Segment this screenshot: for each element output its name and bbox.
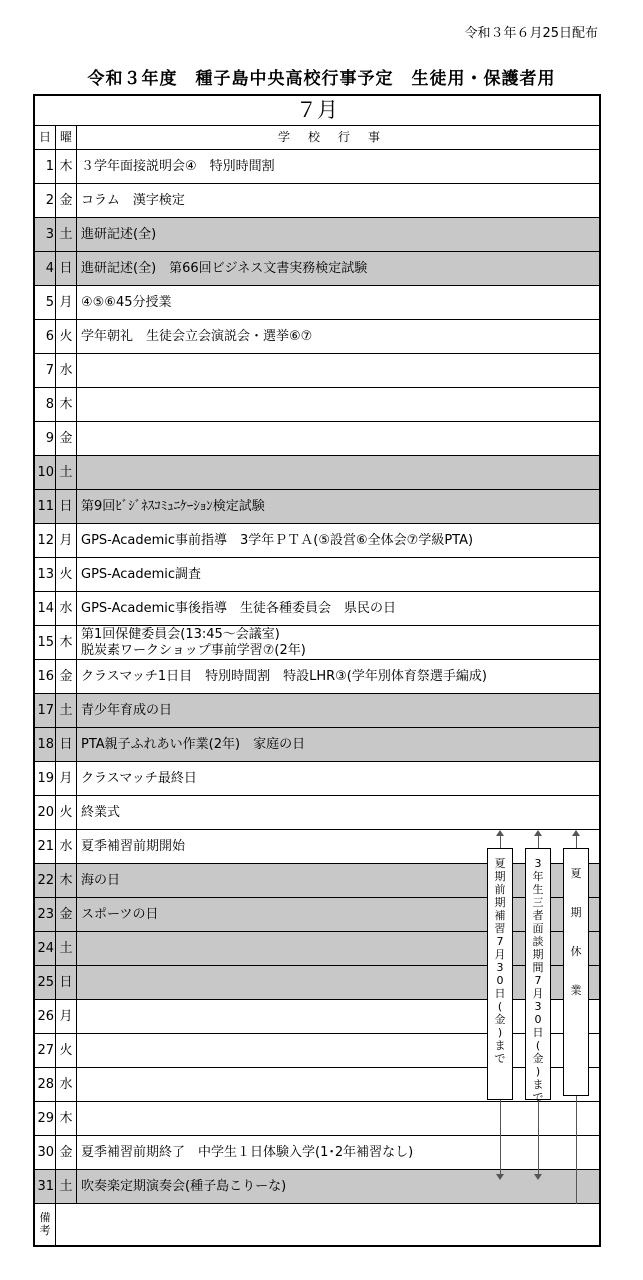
table-row xyxy=(35,422,599,456)
table-row xyxy=(35,864,599,898)
event-cell: 進研記述(全) xyxy=(76,218,599,251)
day-cell: 1 xyxy=(45,159,54,174)
weekday-cell: 土 xyxy=(55,694,76,727)
schedule-table xyxy=(33,94,601,1247)
event-cell: 第1回保健委員会(13:45～会議室) 脱炭素ワークショップ事前学習⑦(2年) xyxy=(76,626,599,659)
day-cell: 27 xyxy=(37,1043,54,1058)
weekday-cell: 日 xyxy=(55,728,76,761)
table-row xyxy=(35,796,599,830)
notes-row xyxy=(35,1204,599,1245)
arrow-up-icon xyxy=(534,830,542,836)
weekday-cell: 月 xyxy=(55,762,76,795)
day-cell: 29 xyxy=(37,1111,54,1126)
weekday-cell: 月 xyxy=(55,1000,76,1033)
table-row xyxy=(35,1136,599,1170)
weekday-cell: 水 xyxy=(55,592,76,625)
event-cell: 進研記述(全) 第66回ビジネス文書実務検定試験 xyxy=(76,252,599,285)
arrow-up-icon xyxy=(572,830,580,836)
table-row xyxy=(35,762,599,796)
table-row xyxy=(35,456,599,490)
weekday-cell: 金 xyxy=(55,660,76,693)
document-title: 令和３年度 種子島中央高校行事予定 生徒用・保護者用 xyxy=(87,69,556,89)
weekday-cell: 金 xyxy=(55,422,76,455)
day-cell: 18 xyxy=(37,737,54,752)
weekday-cell: 木 xyxy=(55,1102,76,1135)
day-cell: 8 xyxy=(45,397,54,412)
table-row xyxy=(35,354,599,388)
table-row xyxy=(35,966,599,1000)
weekday-cell: 土 xyxy=(55,932,76,965)
event-cell: 吹奏楽定期演奏会(種子島こりーな) xyxy=(76,1170,599,1203)
period-bar: 夏 期 休 業 xyxy=(563,848,589,1096)
day-cell: 16 xyxy=(37,669,54,684)
event-cell xyxy=(76,354,599,387)
event-cell: 海の日 xyxy=(76,864,599,897)
weekday-cell: 水 xyxy=(55,830,76,863)
day-cell: 20 xyxy=(37,805,54,820)
day-cell: 12 xyxy=(37,533,54,548)
event-cell: GPS-Academic事前指導 3学年ＰＴＡ(⑤設営⑥全体会⑦学級PTA) xyxy=(76,524,599,557)
event-cell: クラスマッチ1日目 特別時間割 特設LHR③(学年別体育祭選手編成) xyxy=(76,660,599,693)
event-cell: GPS-Academic調査 xyxy=(76,558,599,591)
table-row xyxy=(35,150,599,184)
notes-cell xyxy=(55,1204,76,1245)
period-bar: 3 年 生 三 者 面 談 期 間 7 月 3 0 日 ( 金 ) ま で xyxy=(525,848,551,1100)
weekday-cell: 木 xyxy=(55,864,76,897)
event-cell xyxy=(76,388,599,421)
arrow-down-icon xyxy=(496,1174,504,1180)
table-row xyxy=(35,626,599,660)
weekday-cell: 火 xyxy=(55,796,76,829)
event-cell: コラム 漢字検定 xyxy=(76,184,599,217)
day-cell: 5 xyxy=(45,295,54,310)
day-cell: 14 xyxy=(37,601,54,616)
table-row xyxy=(35,1034,599,1068)
weekday-cell: 水 xyxy=(55,354,76,387)
day-cell: 2 xyxy=(45,193,54,208)
day-cell: 4 xyxy=(45,261,54,276)
event-cell: 学年朝礼 生徒会立会演説会・選挙⑥⑦ xyxy=(76,320,599,353)
table-header xyxy=(35,125,599,150)
header-events: 学校行事 xyxy=(76,125,599,149)
event-cell xyxy=(76,966,599,999)
day-cell: 31 xyxy=(37,1179,54,1194)
day-cell: 17 xyxy=(37,703,54,718)
weekday-cell: 日 xyxy=(55,966,76,999)
arrow-down-icon xyxy=(534,1174,542,1180)
weekday-cell: 金 xyxy=(55,1136,76,1169)
table-row xyxy=(35,490,599,524)
day-cell: 19 xyxy=(37,771,54,786)
table-row xyxy=(35,286,599,320)
month-heading: ７月 xyxy=(35,96,599,126)
event-cell: 終業式 xyxy=(76,796,599,829)
event-cell: ３学年面接説明会④ 特別時間割 xyxy=(76,150,599,183)
event-cell xyxy=(76,456,599,489)
table-row xyxy=(35,1000,599,1034)
table-row xyxy=(35,830,599,864)
table-row xyxy=(35,898,599,932)
table-row xyxy=(35,184,599,218)
day-cell: 10 xyxy=(37,465,54,480)
table-row xyxy=(35,388,599,422)
event-cell: クラスマッチ最終日 xyxy=(76,762,599,795)
event-cell xyxy=(76,932,599,965)
weekday-cell: 土 xyxy=(55,456,76,489)
day-cell: 7 xyxy=(45,363,54,378)
weekday-cell: 火 xyxy=(55,1034,76,1067)
day-cell: 26 xyxy=(37,1009,54,1024)
weekday-cell: 日 xyxy=(55,252,76,285)
event-cell: 第9回ﾋﾞｼﾞﾈｽｺﾐｭﾆｹｰｼｮﾝ検定試験 xyxy=(76,490,599,523)
table-row xyxy=(35,1170,599,1204)
weekday-cell: 土 xyxy=(55,218,76,251)
day-cell: 28 xyxy=(37,1077,54,1092)
event-cell: 青少年育成の日 xyxy=(76,694,599,727)
weekday-cell: 土 xyxy=(55,1170,76,1203)
day-cell: 3 xyxy=(45,227,54,242)
event-cell: PTA親子ふれあい作業(2年) 家庭の日 xyxy=(76,728,599,761)
day-cell: 9 xyxy=(45,431,54,446)
day-cell: 23 xyxy=(37,907,54,922)
distribution-date: 令和３年６月25日配布 xyxy=(464,26,598,41)
day-cell: 21 xyxy=(37,839,54,854)
weekday-cell: 木 xyxy=(55,150,76,183)
event-cell: スポーツの日 xyxy=(76,898,599,931)
period-bar: 夏 期 前 期 補 習 7 月 3 0 日 ( 金 ) ま で xyxy=(487,848,513,1100)
day-cell: 15 xyxy=(37,635,54,650)
day-cell: 24 xyxy=(37,941,54,956)
table-row xyxy=(35,1102,599,1136)
day-cell: 30 xyxy=(37,1145,54,1160)
table-row xyxy=(35,592,599,626)
arrow-up-icon xyxy=(496,830,504,836)
table-row xyxy=(35,252,599,286)
header-day: 日 xyxy=(38,130,51,144)
day-cell: 25 xyxy=(37,975,54,990)
weekday-cell: 日 xyxy=(55,490,76,523)
table-row xyxy=(35,320,599,354)
table-row xyxy=(35,558,599,592)
table-row xyxy=(35,728,599,762)
weekday-cell: 火 xyxy=(55,558,76,591)
event-cell xyxy=(76,422,599,455)
event-cell: ④⑤⑥45分授業 xyxy=(76,286,599,319)
weekday-cell: 火 xyxy=(55,320,76,353)
weekday-cell: 月 xyxy=(55,286,76,319)
event-cell: 夏季補習前期終了 中学生１日体験入学(1･2年補習なし) xyxy=(76,1136,599,1169)
day-cell: 11 xyxy=(37,499,54,514)
weekday-cell: 金 xyxy=(55,898,76,931)
day-cell: 22 xyxy=(37,873,54,888)
weekday-cell: 水 xyxy=(55,1068,76,1101)
event-cell: GPS-Academic事後指導 生徒各種委員会 県民の日 xyxy=(76,592,599,625)
event-cell xyxy=(76,1102,599,1135)
event-cell xyxy=(76,1000,599,1033)
day-cell: 6 xyxy=(45,329,54,344)
event-cell xyxy=(76,1034,599,1067)
weekday-cell: 木 xyxy=(55,388,76,421)
table-row xyxy=(35,660,599,694)
day-cell: 13 xyxy=(37,567,54,582)
notes-label: 備 考 xyxy=(39,1211,51,1237)
table-row xyxy=(35,218,599,252)
table-row xyxy=(35,1068,599,1102)
weekday-cell: 金 xyxy=(55,184,76,217)
event-cell xyxy=(76,1068,599,1101)
weekday-cell: 木 xyxy=(55,626,76,659)
event-cell: 夏季補習前期開始 xyxy=(76,830,599,863)
weekday-cell: 月 xyxy=(55,524,76,557)
table-row xyxy=(35,524,599,558)
table-row xyxy=(35,932,599,966)
header-weekday: 曜 xyxy=(55,125,76,149)
table-row xyxy=(35,694,599,728)
